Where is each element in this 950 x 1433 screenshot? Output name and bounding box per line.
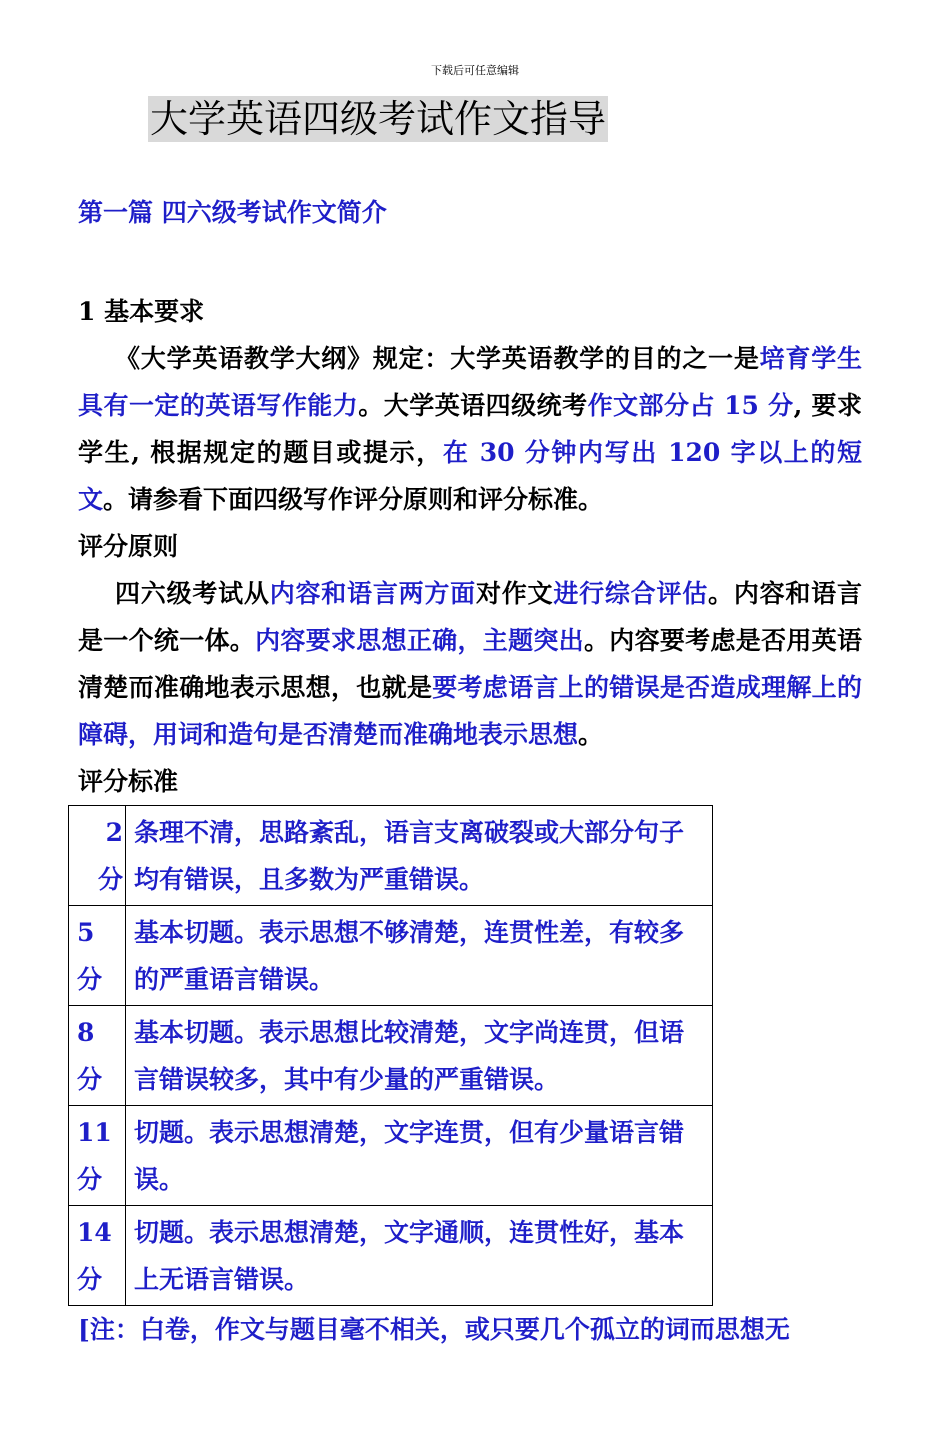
scoring-table xyxy=(68,805,713,1306)
text-run: 。 xyxy=(578,720,604,749)
principles-paragraph xyxy=(78,570,862,758)
text-run: 。内容要考虑是否用英语清楚而准确地表示思想，也就是 xyxy=(78,626,862,702)
text-run: 对作文 xyxy=(475,579,554,608)
text-run: 。大学英语四级统考 xyxy=(358,391,588,420)
note-text: [注：白卷，作文与题目毫不相关，或只要几个孤立的词而思想无 xyxy=(78,1315,790,1344)
description-cell: 基本切题。表示思想比较清楚，文字尚连贯，但语言错误较多，其中有少量的严重错误。 xyxy=(126,1006,713,1106)
basic-requirements-paragraph xyxy=(78,335,862,523)
highlight-text: 培育学生具有一定的英语写作能力 xyxy=(78,344,862,420)
table-row xyxy=(69,1106,713,1206)
highlight-text: 作文部分占 15 分 xyxy=(587,391,794,420)
description-cell: 切题。表示思想清楚，文字连贯，但有少量语言错误。 xyxy=(126,1106,713,1206)
section-heading-basic-requirements: 1 基本要求 xyxy=(78,297,205,326)
score-cell: 11 分 xyxy=(69,1106,126,1206)
part-heading: 第一篇 四六级考试作文简介 xyxy=(78,198,387,227)
document-title: 大学英语四级考试作文指导 xyxy=(150,97,607,141)
text-run: 四六级考试从 xyxy=(115,579,270,608)
section-heading-standards: 评分标准 xyxy=(78,767,179,796)
header-note: 下载后可任意编辑 xyxy=(431,64,519,77)
highlight-text: 进行综合评估 xyxy=(553,579,709,608)
table-row xyxy=(69,906,713,1006)
text-run: 。请参看下面四级写作评分原则和评分标准。 xyxy=(103,485,604,514)
table-row xyxy=(69,1206,713,1306)
text-run: 《大学英语教学大纲》规定：大学英语教学的目的之一是 xyxy=(115,344,760,373)
score-cell: 14 分 xyxy=(69,1206,126,1306)
highlight-text: 内容要求思想正确，主题突出 xyxy=(255,626,584,655)
highlight-text: 要考虑语言上的错误是否造成理解上的障碍，用词和造句是否清楚而准确地表示思想 xyxy=(78,673,862,749)
score-cell: 5 分 xyxy=(69,906,126,1006)
table-row xyxy=(69,1006,713,1106)
section-heading-principles: 评分原则 xyxy=(78,532,179,561)
description-cell: 基本切题。表示思想不够清楚，连贯性差，有较多的严重语言错误。 xyxy=(126,906,713,1006)
description-cell: 切题。表示思想清楚，文字通顺，连贯性好，基本上无语言错误。 xyxy=(126,1206,713,1306)
score-cell: 8 分 xyxy=(69,1006,126,1106)
highlight-text: 内容和语言两方面 xyxy=(269,579,476,608)
text-run: 。内容和语言是一个统一体。 xyxy=(78,579,862,655)
highlight-text: 在 30 分钟内写出 120 字以上的短文 xyxy=(78,438,862,514)
table-row xyxy=(69,806,713,906)
text-run: , 要求学生, 根据规定的题目或提示， xyxy=(78,391,862,467)
document-body xyxy=(78,288,862,1353)
description-cell: 条理不清，思路紊乱，语言支离破裂或大部分句子均有错误，且多数为严重错误。 xyxy=(126,806,713,906)
score-cell: 2 分 xyxy=(69,806,126,906)
